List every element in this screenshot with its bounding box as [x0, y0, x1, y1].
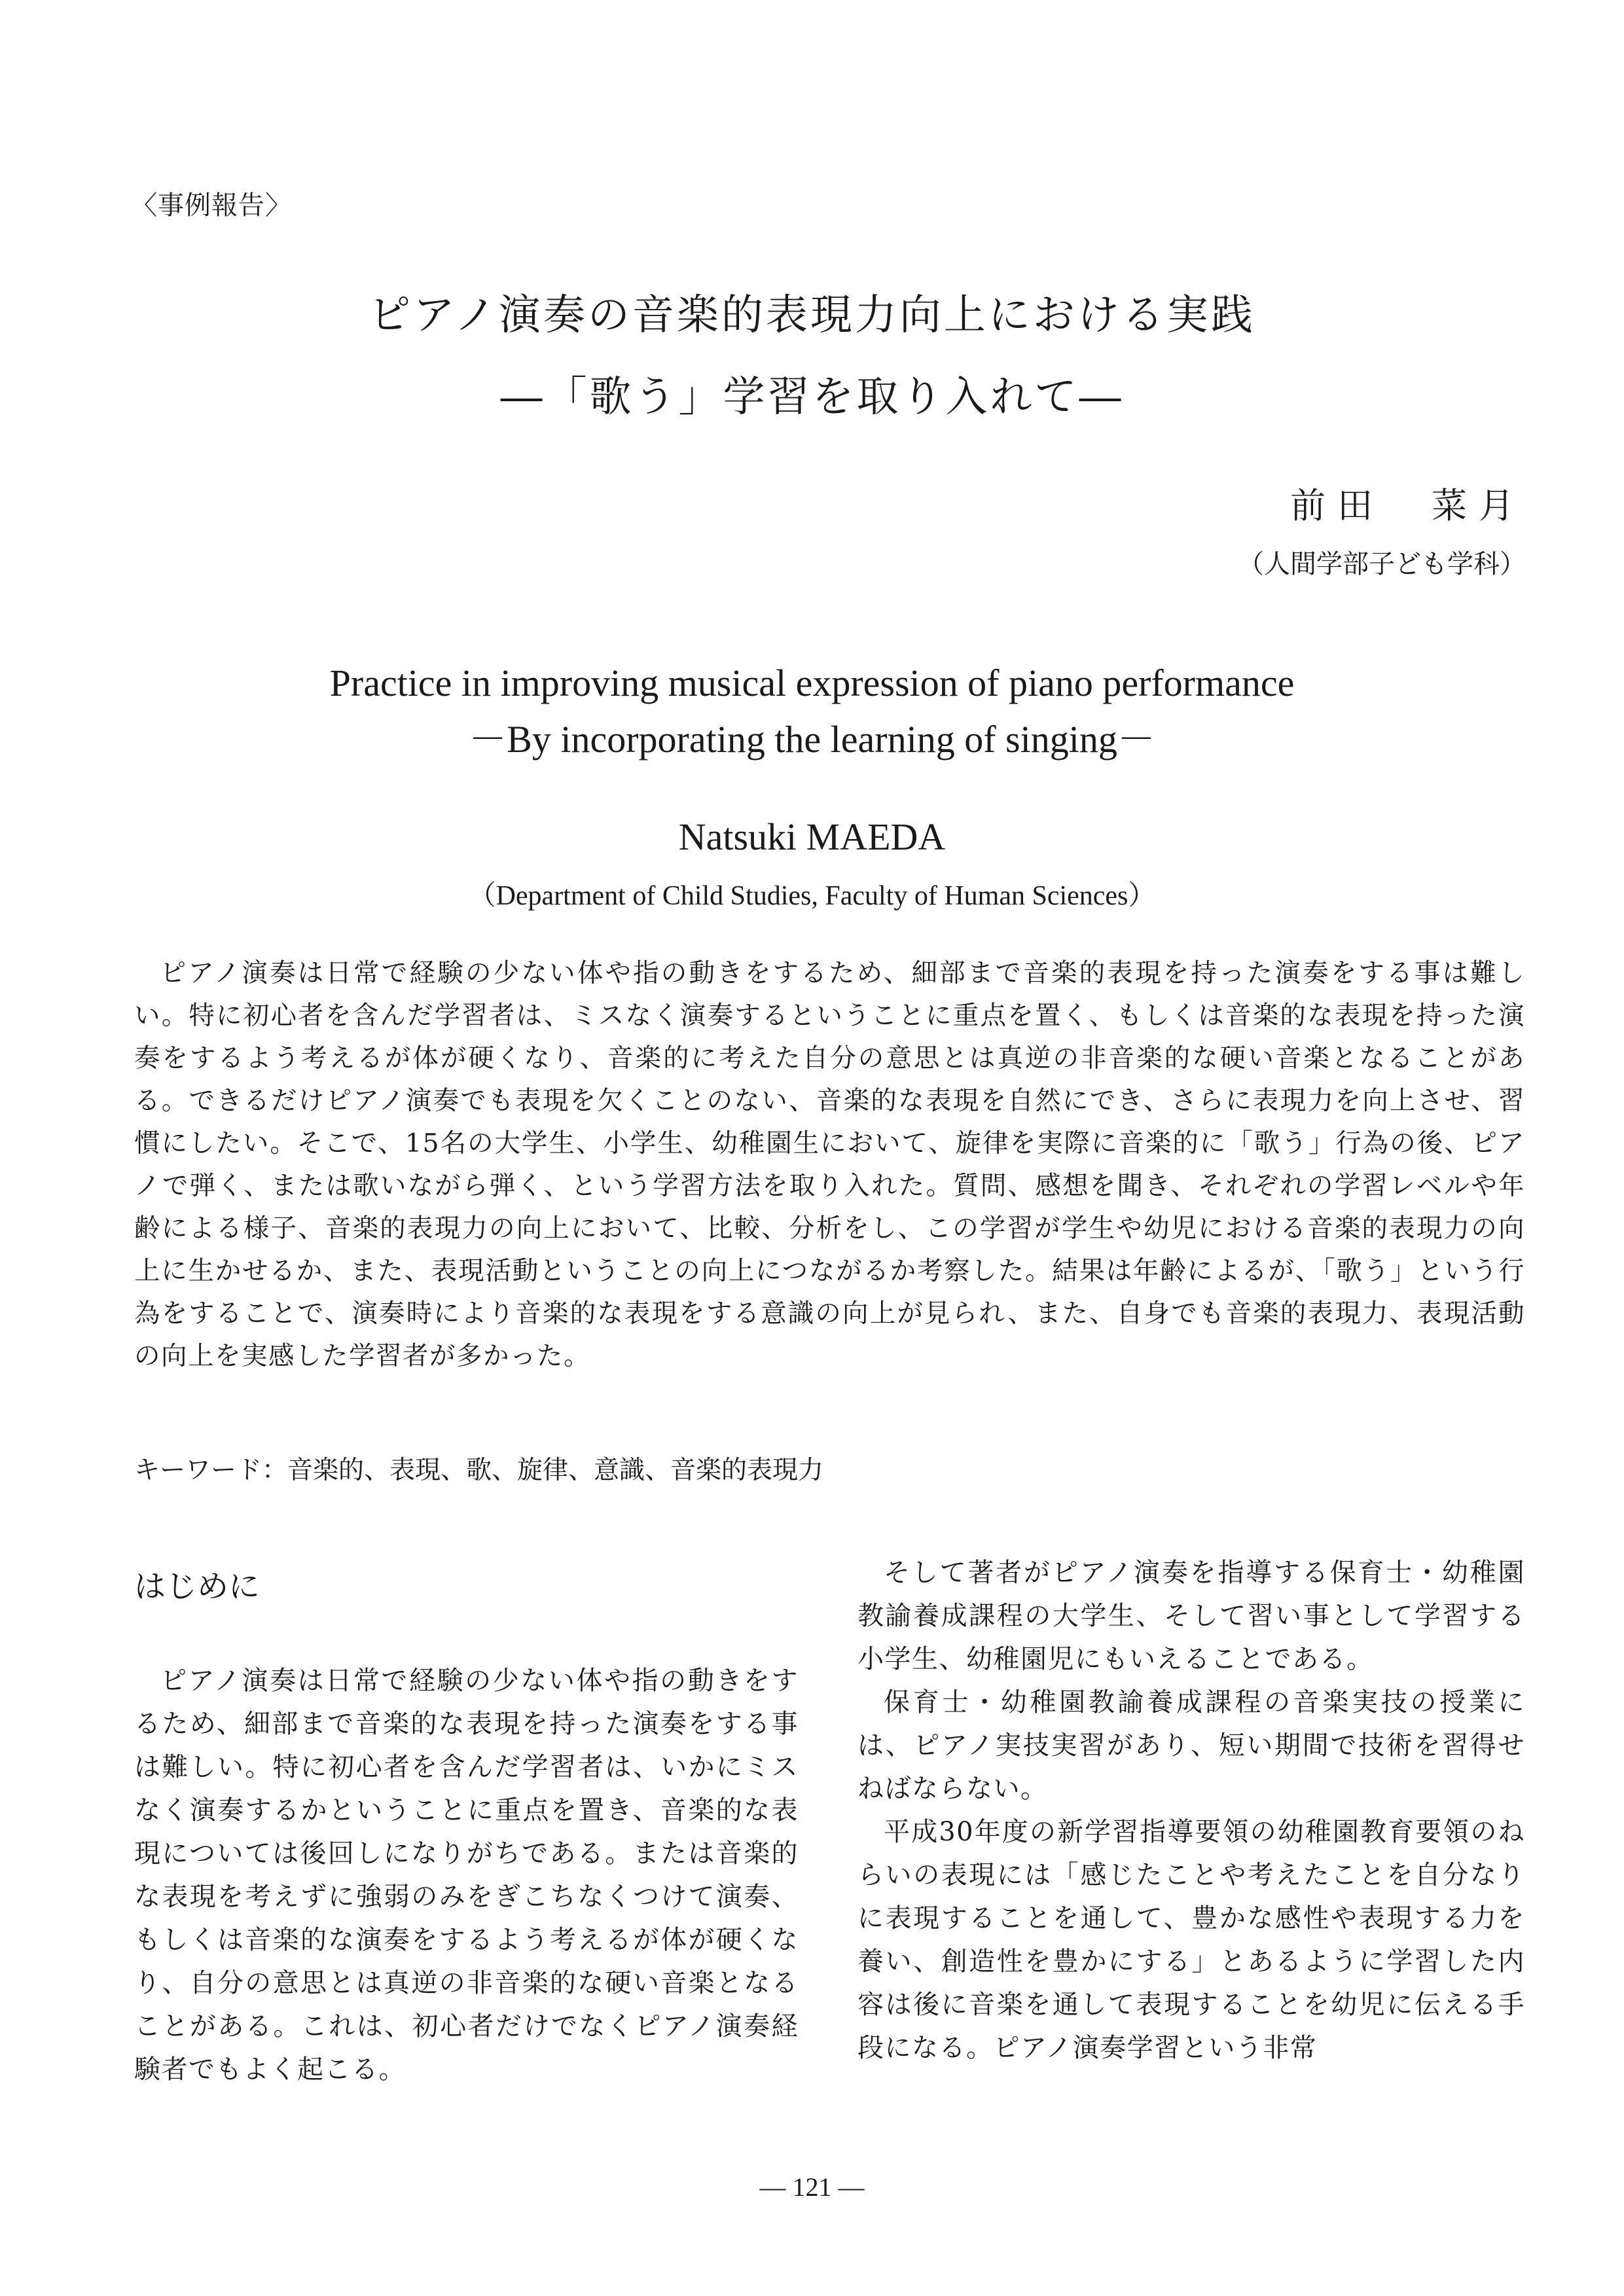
page-number: ― 121 ―	[759, 2172, 865, 2202]
title-en-main: Practice in improving musical expression of piano performance	[329, 662, 1295, 704]
section-heading-introduction: はじめに	[134, 1568, 261, 1605]
body-column-right	[857, 1551, 1525, 2070]
abstract: ピアノ演奏は日常で経験の少ない体や指の動きをするため、細部まで音楽的表現を持った演奏をする事は難しい。特に初心者を含んだ学習者は、ミスなく演奏するということに重点を置く、もしくは音楽的な表現を持った演奏をするよう考えるが体が硬くなり、音楽的に考えた自分の意思とは真逆の非音楽的な硬い音楽となることがある。できるだけピアノ演奏でも表現を欠くことのない、音楽的な表現を自然にでき、さらに表現力を向上させ、習慣にしたい。そこで、15名の大学生、小学生、幼稚園生において、旋律を実際に音楽的に「歌う」行為の後、ピアノで弾く、または歌いながら弾く、という学習方法を取り入れた。質問、感想を聞き、それぞれの学習レベルや年齢による様子、音楽的表現力の向上において、比較、分析をし、この学習が学生や幼児における音楽的表現力の向上に生かせるか、また、表現活動ということの向上につながるか考察した。結果は年齢によるが、「歌う」という行為をすることで、演奏時により音楽的な表現をする意識の向上が見られ、また、自身でも音楽的表現力、表現活動の向上を実感した学習者が多かった。	[134, 958, 1526, 1371]
paragraph: 平成30年度の新学習指導要領の幼稚園教育要領のねらいの表現には「感じたことや考えたことを自分なりに表現することを通して、豊かな感性や表現する力を養い、創造性を豊かにする」とあるように学習した内容は後に音楽を通して表現することを幼児に伝える手段になる。ピアノ演奏学習という非常	[857, 1817, 1525, 2063]
paragraph: ピアノ演奏は日常で経験の少ない体や指の動きをするため、細部まで音楽的な表現を持った演奏をする事は難しい。特に初心者を含んだ学習者は、いかにミスなく演奏するかということに重点を置き、音楽的な表現については後回しになりがちである。または音楽的な表現を考えずに強弱のみをぎこちなくつけて演奏、もしくは音楽的な演奏をするよう考えるが体が硬くなり、自分の意思とは真逆の非音楽的な硬い音楽となることがある。これは、初心者だけでなくピアノ演奏経験者でもよく起こる。	[134, 1666, 799, 2085]
title-en-subtitle: －By incorporating the learning of singing－	[469, 718, 1155, 761]
author-name-ja: 前田 菜月	[1290, 485, 1526, 526]
affiliation-en: （Department of Child Studies, Faculty of Human Sciences）	[468, 881, 1156, 911]
keywords: キーワード：音楽的、表現、歌、旋律、意識、音楽的表現力	[134, 1456, 824, 1485]
article-category: 〈事例報告〉	[131, 190, 292, 221]
affiliation-ja: （人間学部子ども学科）	[1238, 549, 1526, 579]
paragraph: 保育士・幼稚園教諭養成課程の音楽実技の授業には、ピアノ実技実習があり、短い期間で技術を習得せねばならない。	[857, 1687, 1525, 1804]
title-ja-main: ピアノ演奏の音楽的表現力向上における実践	[369, 291, 1255, 340]
paragraph: そして著者がピアノ演奏を指導する保育士・幼稚園教諭養成課程の大学生、そして習い事として学習する小学生、幼稚園児にもいえることである。	[857, 1558, 1525, 1674]
author-name-en: Natsuki MAEDA	[678, 816, 946, 858]
body-column-left	[134, 1659, 799, 2091]
title-ja-subtitle: ―「歌う」学習を取り入れて―	[500, 373, 1124, 422]
